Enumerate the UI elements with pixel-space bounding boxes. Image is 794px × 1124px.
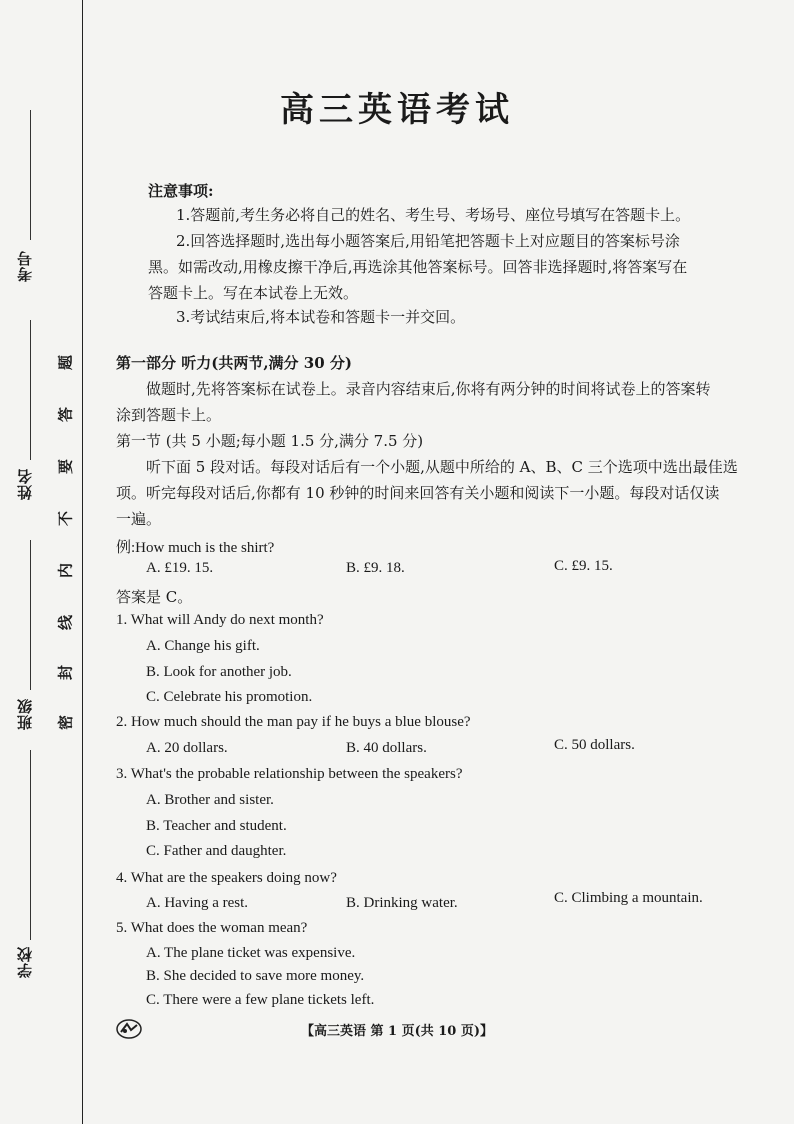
seal-char: 要: [56, 459, 75, 475]
question-option: C. There were a few plane tickets left.: [146, 992, 375, 1008]
notice-item: 1.答题前,考生务必将自己的姓名、考生号、考场号、座位号填写在答题卡上。: [176, 206, 691, 224]
question-option: B. Drinking water.: [346, 895, 458, 911]
seal-char: 封: [56, 665, 75, 681]
class-label: 班级: [16, 698, 34, 730]
question-stem: 2. How much should the man pay if he buys a blue blouse?: [116, 714, 471, 730]
page-footer: 【高三英语 第 1 页(共 10 页)】: [300, 1024, 494, 1039]
page-title: 高三英语考试: [280, 90, 514, 130]
question-stem: 5. What does the woman mean?: [116, 920, 308, 936]
example-option-a: A. £19. 15.: [146, 560, 214, 576]
question-option: A. The plane ticket was expensive.: [146, 945, 356, 961]
question-option: B. Teacher and student.: [146, 818, 287, 834]
name-underline: [30, 320, 31, 460]
notice-item: 2.回答选择题时,选出每小题答案后,用铅笔把答题卡上对应题目的答案标号涂: [176, 232, 680, 250]
example-question: 例:How much is the shirt?: [116, 540, 275, 556]
example-answer: 答案是 C。: [116, 588, 193, 606]
seal-char: 线: [56, 615, 75, 631]
school-underline: [30, 750, 31, 940]
exam-number-label: 考号: [16, 250, 34, 282]
question-option: C. 50 dollars.: [554, 737, 635, 753]
question-option: B. 40 dollars.: [346, 740, 427, 756]
notice-item: 答题卡上。写在本试卷上无效。: [148, 284, 359, 302]
question-stem: 4. What are the speakers doing now?: [116, 870, 337, 886]
example-option-c: C. £9. 15.: [554, 558, 613, 574]
seal-char: 内: [56, 563, 75, 579]
binding-line: [82, 0, 83, 1124]
section1-intro-line: 听下面 5 段对话。每段对话后有一个小题,从题中所给的 A、B、C 三个选项中选出最佳选: [146, 458, 738, 476]
question-option: A. Change his gift.: [146, 638, 260, 654]
school-label: 学校: [16, 946, 34, 978]
question-option: C. Celebrate his promotion.: [146, 689, 313, 705]
question-option: B. She decided to save more money.: [146, 968, 365, 984]
seal-char: 不: [56, 511, 75, 527]
class-underline: [30, 540, 31, 690]
question-option: A. Brother and sister.: [146, 792, 274, 808]
question-option: C. Father and daughter.: [146, 843, 287, 859]
seal-char: 答: [56, 407, 75, 423]
part1-intro-line: 涂到答题卡上。: [116, 406, 222, 424]
question-stem: 1. What will Andy do next month?: [116, 612, 324, 628]
seal-char: 密: [56, 715, 75, 731]
question-stem: 3. What's the probable relationship between the speakers?: [116, 766, 463, 782]
question-option: C. Climbing a mountain.: [554, 890, 703, 906]
part1-heading: 第一部分 听力(共两节,满分 30 分): [116, 354, 352, 372]
section1-intro-line: 项。听完每段对话后,你都有 10 秒钟的时间来回答有关小题和阅读下一小题。每段对话仅读: [116, 484, 720, 502]
name-label: 姓名: [16, 468, 34, 500]
section1-intro-line: 一遍。: [116, 510, 162, 528]
notice-heading: 注意事项:: [148, 182, 214, 200]
example-option-b: B. £9. 18.: [346, 560, 405, 576]
part1-intro-line: 做题时,先将答案标在试卷上。录音内容结束后,你将有两分钟的时间将试卷上的答案转: [146, 380, 711, 398]
section1-heading: 第一节 (共 5 小题;每小题 1.5 分,满分 7.5 分): [116, 432, 424, 450]
question-option: A. Having a rest.: [146, 895, 249, 911]
notice-item: 3.考试结束后,将本试卷和答题卡一并交回。: [176, 308, 466, 326]
seal-char: 题: [56, 355, 75, 371]
question-option: A. 20 dollars.: [146, 740, 228, 756]
notice-item: 黑。如需改动,用橡皮擦干净后,再选涂其他答案标号。回答非选择题时,将答案写在: [148, 258, 688, 276]
question-option: B. Look for another job.: [146, 664, 292, 680]
